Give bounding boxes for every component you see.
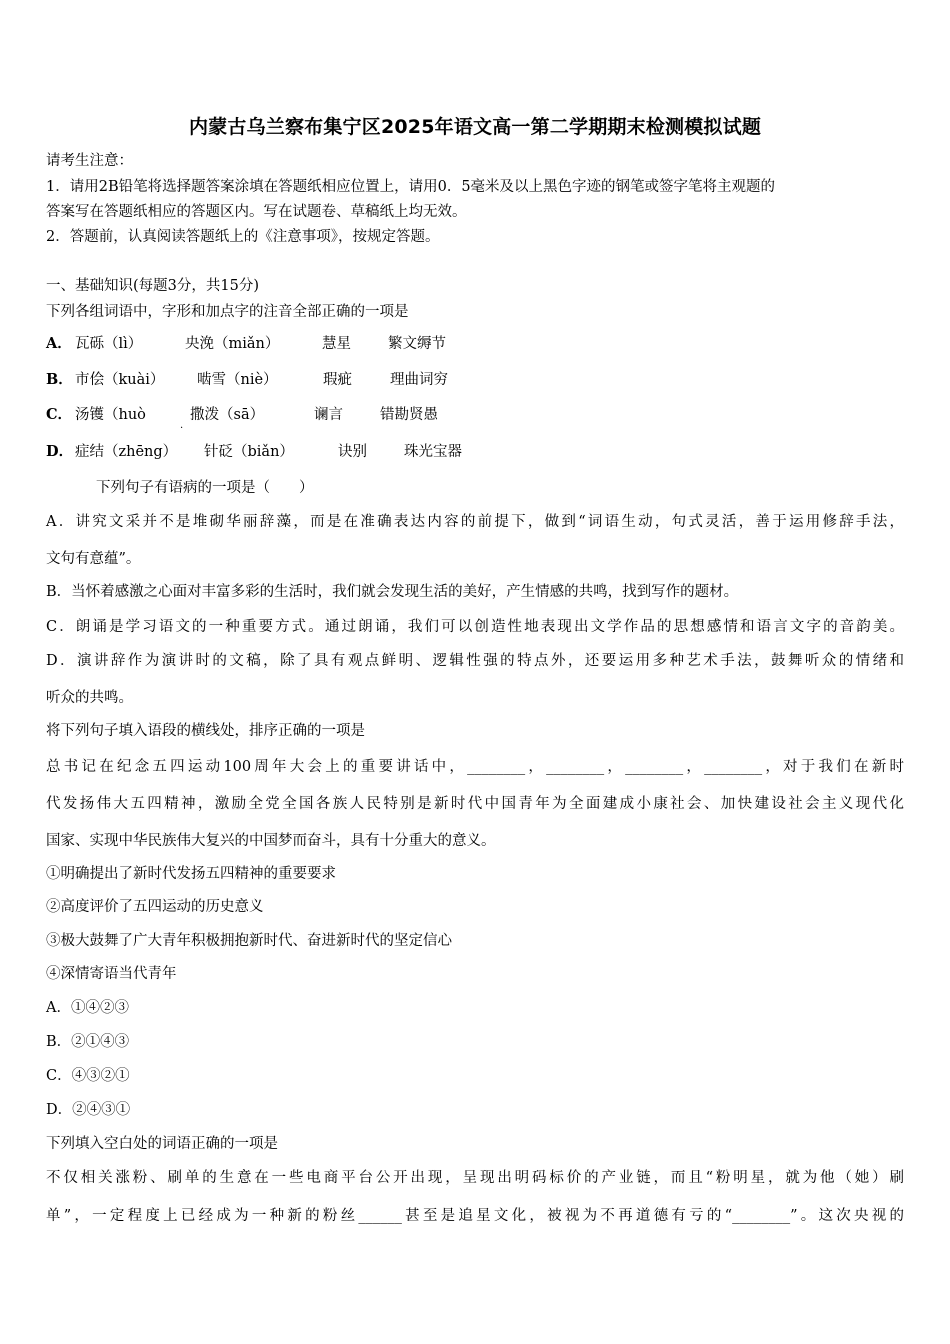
question-3-option-b: B．②①④③	[46, 1034, 130, 1050]
question-3-sentence-2: ②高度评价了五四运动的历史意义	[46, 899, 264, 915]
option-word-2: 啮雪（niè）	[197, 372, 278, 388]
question-3-sentence-4: ④深情寄语当代青年	[46, 966, 177, 982]
option-word-1: 市侩（kuài）	[75, 372, 165, 388]
question-3-option-c: C．④③②①	[46, 1068, 130, 1084]
question-2-option-d-line-1: D．演讲辞作为演讲时的文稿，除了具有观点鲜明、逻辑性强的特点外，还要运用多种艺术手法，鼓舞听众的情绪和	[46, 653, 904, 669]
notice-item-2: 2．答题前，认真阅读答题纸上的《注意事项》，按规定答题。	[46, 229, 440, 245]
question-2-option-b: B．当怀着感激之心面对丰富多彩的生活时，我们就会发现生活的美好，产生情感的共鸣，找到写作的题材。	[46, 584, 739, 600]
question-2-option-a-line-1: A．讲究文采并不是堆砌华丽辞藻，而是在准确表达内容的前提下，做到“词语生动，句式灵活，善于运用修辞手法，	[46, 514, 904, 530]
section-heading: 一、基础知识(每题3分，共15分)	[46, 278, 259, 294]
page-title: 内蒙古乌兰察布集宁区2025年语文高一第二学期期末检测模拟试题	[188, 116, 762, 138]
option-word-1: 瓦砾（lì）	[75, 336, 143, 352]
notice-item-1-line-2: 答案写在答题纸相应的答题区内。写在试题卷、草稿纸上均无效。	[46, 204, 467, 220]
option-word-3: 瑕疵	[323, 372, 352, 388]
emphasis-dot: .	[180, 420, 184, 431]
question-3-sentence-1: ①明确提出了新时代发扬五四精神的重要要求	[46, 866, 336, 882]
question-1-stem: 下列各组词语中，字形和加点字的注音全部正确的一项是	[46, 304, 409, 320]
question-3-passage-line-1: 总书记在纪念五四运动100周年大会上的重要讲话中，________，________，________，________，对于我们在新时	[46, 759, 904, 775]
question-2-option-d-line-2: 听众的共鸣。	[46, 690, 133, 706]
option-word-3: 诀别	[338, 444, 367, 460]
notice-heading: 请考生注意：	[46, 153, 133, 169]
question-3-sentence-3: ③极大鼓舞了广大青年积极拥抱新时代、奋进新时代的坚定信心	[46, 933, 452, 949]
option-word-2: 央浼（miǎn）	[185, 336, 280, 352]
option-label: D．	[46, 443, 74, 460]
question-3-option-d: D．②④③①	[46, 1102, 131, 1118]
option-word-4: 错勘贤愚	[380, 407, 438, 423]
option-word-1: 症结（zhēng）	[75, 444, 178, 460]
question-3-passage-line-2: 代发扬伟大五四精神，激励全党全国各族人民特别是新时代中国青年为全面建成小康社会、加快建设社会主义现代化	[46, 796, 904, 812]
option-word-2: 针砭（biǎn）	[204, 444, 294, 460]
notice-item-1-line-1: 1．请用2B铅笔将选择题答案涂填在答题纸相应位置上，请用0．5毫米及以上黑色字迹的钢笔或签字笔将主观题的	[46, 179, 776, 195]
option-word-4: 繁文缛节	[388, 336, 446, 352]
option-label: B．	[46, 371, 73, 388]
option-label: C．	[46, 406, 73, 423]
question-3-passage-line-3: 国家、实现中华民族伟大复兴的中国梦而奋斗，具有十分重大的意义。	[46, 833, 496, 849]
question-4-stem: 下列填入空白处的词语正确的一项是	[46, 1136, 278, 1152]
option-word-1: 汤镬（huò	[75, 407, 146, 423]
question-3-stem: 将下列句子填入语段的横线处，排序正确的一项是	[46, 723, 365, 739]
question-4-passage-line-1: 不仅相关涨粉、刷单的生意在一些电商平台公开出现，呈现出明码标价的产业链，而且“粉明星，就为他（她）刷	[46, 1170, 904, 1186]
option-word-3: 谰言	[314, 407, 343, 423]
question-2-option-a-line-2: 文句有意蕴”。	[46, 551, 141, 567]
option-word-3: 慧星	[322, 336, 351, 352]
option-word-4: 理曲词穷	[390, 372, 448, 388]
option-label: A．	[46, 335, 72, 352]
question-4-passage-line-2: 单”，一定程度上已经成为一种新的粉丝______甚至是追星文化，被视为不再道德有亏的“________”。这次央视的	[46, 1208, 904, 1224]
question-2-stem: 下列句子有语病的一项是（ ）	[96, 480, 314, 496]
option-word-2: 撒泼（sā）	[190, 407, 265, 423]
option-word-4: 珠光宝器	[404, 444, 462, 460]
question-3-option-a: A．①④②③	[46, 1000, 129, 1016]
question-2-option-c: C．朗诵是学习语文的一种重要方式。通过朗诵，我们可以创造性地表现出文学作品的思想感情和语言文字的音韵美。	[46, 619, 904, 635]
